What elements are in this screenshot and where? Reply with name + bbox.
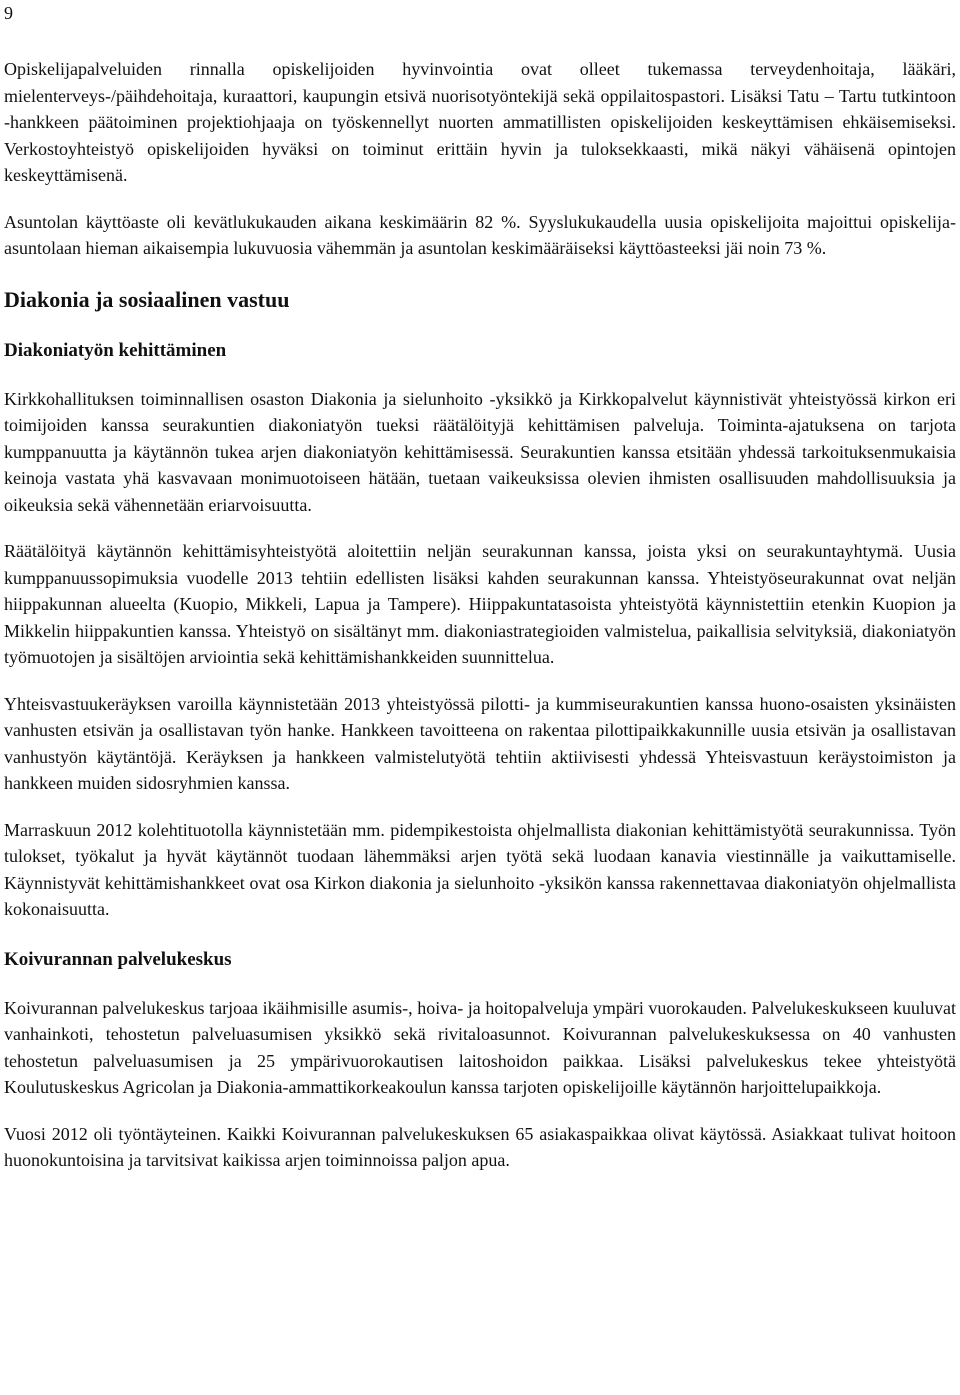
paragraph-yhteisvastuu: Yhteisvastuukeräyksen varoilla käynnistetään 2013 yhteistyössä pilotti- ja kummiseurakuntien kanssa huono-osaisten yksinäisten vanhusten etsivän ja osallistavan työn hanke. Hankkeen tavoitteena on rakentaa pilottipaikkakunnille uusia etsivän ja osallistavan vanhustyön käytäntöjä. Keräyksen ja hankkeen valmistelutyötä tehtiin aktiivisesti yhdessä Yhteisvastuun keräystoimiston ja hankkeen muiden sidosryhmien kanssa. bbox=[4, 693, 956, 793]
paragraph-year-2012: Vuosi 2012 oli työntäyteinen. Kaikki Koivurannan palvelukeskuksen 65 asiakaspaikkaa olivat käytössä. Asiakkaat tulivat hoitoon huonokuntoisina ja tarvitsivat kaikissa arjen toiminnoissa paljon apua. bbox=[4, 1123, 956, 1170]
subheading-koivuranta: Koivurannan palvelukeskus bbox=[4, 948, 232, 970]
page-number: 9 bbox=[4, 3, 13, 23]
section-heading-diakonia: Diakonia ja sosiaalinen vastuu bbox=[4, 286, 290, 312]
paragraph-dormitory-occupancy: Asuntolan käyttöaste oli kevätlukukauden aikana keskimäärin 82 %. Syyslukukaudella uusia opiskelijoita majoittui opiskelija-asuntolaan hieman aikaisempia lukuvuosia vähemmän ja asuntolan keskimääräiseksi käyttöasteeksi jäi noin 73 %. bbox=[4, 211, 956, 258]
subheading-diakoniatyo: Diakoniatyön kehittäminen bbox=[4, 339, 227, 361]
page-content bbox=[4, 56, 956, 1174]
paragraph-student-services: Opiskelijapalveluiden rinnalla opiskelijoiden hyvinvointia ovat olleet tukemassa terveydenhoitaja, lääkäri, mielenterveys-/päihdehoitaja, kuraattori, kaupungin etsivä nuorisotyöntekijä sekä oppilaitospastori. Lisäksi Tatu – Tartu tutkintoon -hankkeen päätoiminen projektiohjaaja on työskennellyt nuorten ammatillisten opiskelijoiden keskeyttämisen ehkäisemiseksi. Verkostoyhteistyö opiskelijoiden hyväksi on toiminut erittäin hyvin ja tuloksekkaasti, mikä näkyi vähäisenä opintojen keskeyttämisenä. bbox=[4, 59, 956, 185]
paragraph-collection-2012: Marraskuun 2012 kolehtituotolla käynnistetään mm. pidempikestoista ohjelmallista diakonian kehittämistyötä seurakunnissa. Työn tulokset, työkalut ja hyvät käytännöt tuodaan lähemmäksi arjen työtä sekä luodaan kanavia viestinnälle ja vaikuttamiselle. Käynnistyvät kehittämishankkeet ovat osa Kirkon diakonia ja sielunhoito -yksikön kanssa rakennettavaa diakoniatyön ohjelmallista kokonaisuutta. bbox=[4, 819, 956, 919]
paragraph-development-cooperation: Räätälöityä käytännön kehittämisyhteistyötä aloitettiin neljän seurakunnan kanssa, joista yksi on seurakuntayhtymä. Uusia kumppanuussopimuksia vuodelle 2013 tehtiin edellisten lisäksi kahden seurakunnan kanssa. Yhteistyöseurakunnat ovat neljän hiippakunnan alueelta (Kuopio, Mikkeli, Lapua ja Tampere). Hiippakuntatasoista yhteistyötä käynnistettiin etenkin Kuopion ja Mikkelin hiippakuntien kanssa. Yhteistyö on sisältänyt mm. diakoniastrategioiden valmistelua, paikallisia selvityksiä, diakoniatyön työmuotojen ja sisältöjen arviointia sekä kehittämishankkeiden suunnittelua. bbox=[4, 541, 956, 667]
paragraph-koivuranta-services: Koivurannan palvelukeskus tarjoaa ikäihmisille asumis-, hoiva- ja hoitopalveluja ympäri vuorokauden. Palvelukeskukseen kuuluvat vanhainkoti, tehostetun palveluasumisen yksikkö sekä rivitaloasunnot. Koivurannan palvelukeskuksessa on 40 vanhusten tehostetun palveluasumisen ja 25 ympärivuorokautisen laitoshoidon paikkaa. Lisäksi palvelukeskus tekee yhteistyötä Koulutuskeskus Agricolan ja Diakonia-ammattikorkeakoulun kanssa tarjoten opiskelijoille käytännön harjoittelupaikkoja. bbox=[4, 997, 956, 1097]
paragraph-diakonia-services: Kirkkohallituksen toiminnallisen osaston Diakonia ja sielunhoito -yksikkö ja Kirkkopalvelut käynnistivät yhteistyössä kirkon eri toimijoiden kanssa seurakuntien diakoniatyön tueksi räätälöityjä kehittämisen palveluja. Toiminta-ajatuksena on tarjota kumppanuutta ja käytännön tukea arjen diakoniatyön kehittämisessä. Seurakuntien kanssa etsitään yhdessä tarkoituksenmukaisia keinoja vastata yhä kasvavaan monimuotoiseen hätään, tuetaan vaikeuksissa olevien ihmisten osallisuuden mahdollisuuksia ja oikeuksia sekä vähennetään eriarvoisuutta. bbox=[4, 388, 956, 515]
